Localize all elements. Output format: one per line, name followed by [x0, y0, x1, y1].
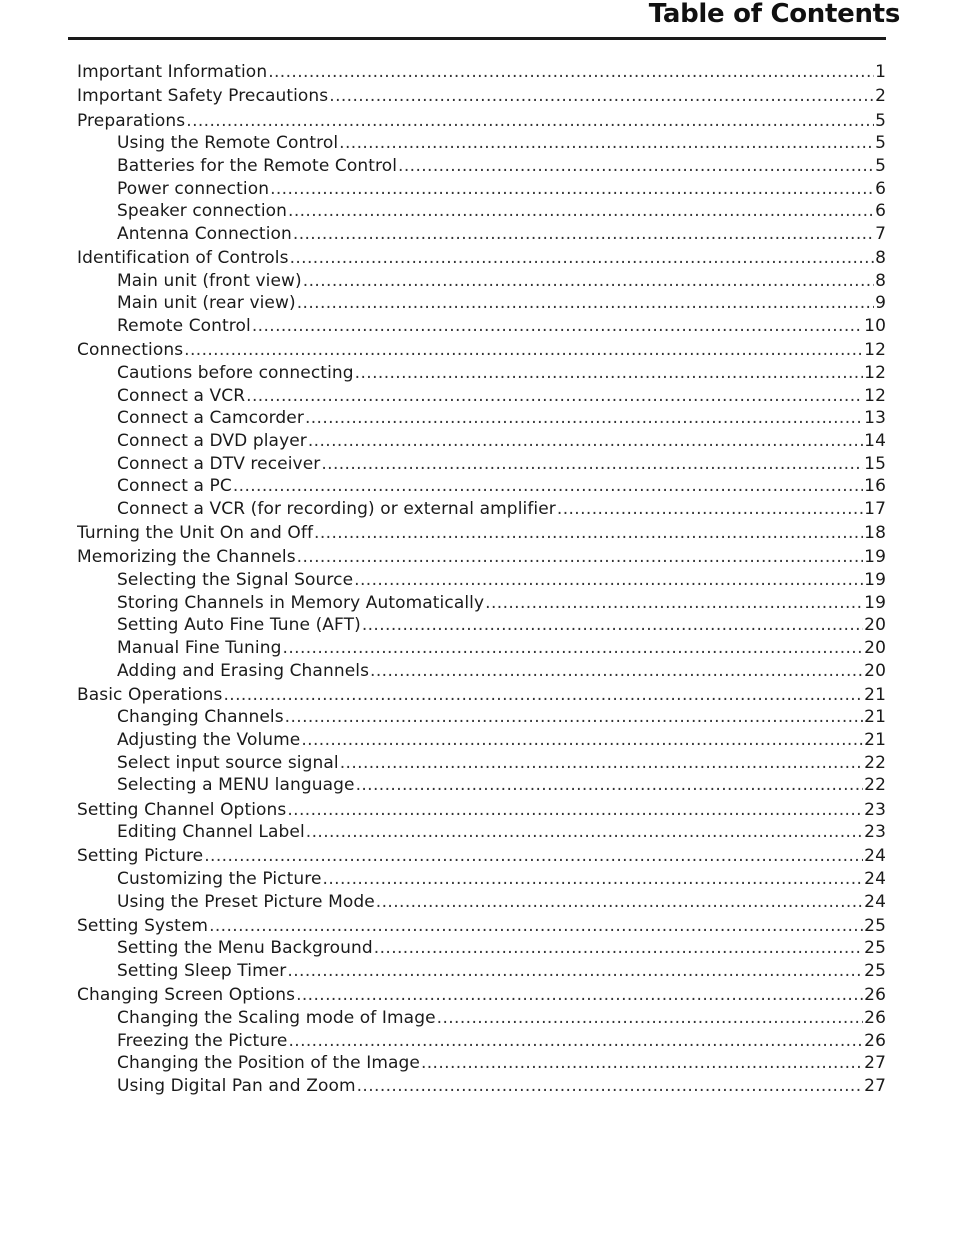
- toc-entry-title: Connections: [77, 340, 184, 361]
- toc-entry-title: Changing Screen Options: [77, 985, 296, 1006]
- dot-leader: [485, 592, 863, 615]
- toc-section-entry[interactable]: [77, 85, 886, 108]
- toc-subsection-entry[interactable]: [77, 292, 886, 315]
- toc-entry-title: Connect a PC: [117, 476, 232, 497]
- toc-entry-title: Turning the Unit On and Off: [77, 523, 314, 544]
- toc-entry-title: Using the Preset Picture Mode: [117, 891, 375, 912]
- toc-subsection-entry[interactable]: [77, 729, 886, 752]
- dot-leader: [285, 706, 863, 729]
- toc-entry-page-number: 26: [864, 1030, 886, 1051]
- toc-entry-title: Adjusting the Volume: [117, 730, 301, 751]
- toc-section-entry[interactable]: [77, 684, 886, 707]
- toc-entry-title: Antenna Connection: [117, 223, 292, 244]
- toc-entry-title: Storing Channels in Memory Automatically: [117, 592, 485, 613]
- toc-subsection-entry[interactable]: [77, 430, 886, 453]
- dot-leader: [437, 1007, 864, 1030]
- dot-leader: [287, 960, 863, 983]
- toc-subsection-entry[interactable]: [77, 1052, 886, 1075]
- toc-section-entry[interactable]: [77, 247, 886, 270]
- toc-subsection-entry[interactable]: [77, 223, 886, 246]
- toc-subsection-entry[interactable]: [77, 385, 886, 408]
- toc-entry-page-number: 7: [875, 223, 886, 244]
- toc-entry-title: Adding and Erasing Channels: [117, 660, 370, 681]
- dot-leader: [268, 61, 874, 84]
- toc-entry-page-number: 25: [864, 938, 886, 959]
- toc-entry-page-number: 17: [864, 499, 886, 520]
- toc-entry-title: Setting Auto Fine Tune (AFT): [117, 615, 361, 636]
- toc-entry-page-number: 13: [864, 408, 886, 429]
- toc-entry-title: Batteries for the Remote Control: [117, 155, 398, 176]
- toc-entry-title: Using the Remote Control: [117, 133, 339, 154]
- dot-leader: [287, 799, 863, 822]
- toc-entry-title: Cautions before connecting: [117, 362, 354, 383]
- dot-leader: [209, 915, 863, 938]
- dot-leader: [376, 891, 863, 914]
- toc-subsection-entry[interactable]: [77, 178, 886, 201]
- dot-leader: [356, 774, 864, 797]
- toc-subsection-entry[interactable]: [77, 660, 886, 683]
- toc-section-entry[interactable]: [77, 522, 886, 545]
- toc-entry-title: Changing the Position of the Image: [117, 1053, 420, 1074]
- dot-leader: [355, 362, 863, 385]
- dot-leader: [252, 315, 863, 338]
- toc-subsection-entry[interactable]: [77, 891, 886, 914]
- toc-entry-page-number: 9: [875, 293, 886, 314]
- toc-entry-page-number: 1: [875, 62, 886, 83]
- toc-entry-title: Setting Sleep Timer: [117, 961, 287, 982]
- toc-entry-page-number: 25: [864, 915, 886, 936]
- toc-entry-title: Editing Channel Label: [117, 822, 305, 843]
- toc-subsection-entry[interactable]: [77, 937, 886, 960]
- table-of-contents: [77, 60, 886, 1098]
- toc-subsection-entry[interactable]: [77, 1075, 886, 1098]
- dot-leader: [297, 546, 863, 569]
- toc-entry-title: Identification of Controls: [77, 248, 289, 269]
- toc-section-entry[interactable]: [77, 339, 886, 362]
- dot-leader: [421, 1052, 863, 1075]
- toc-subsection-entry[interactable]: [77, 592, 886, 615]
- toc-entry-title: Setting System: [77, 915, 209, 936]
- toc-entry-page-number: 14: [864, 430, 886, 451]
- dot-leader: [339, 132, 874, 155]
- dot-leader: [283, 637, 864, 660]
- toc-entry-page-number: 25: [864, 961, 886, 982]
- dot-leader: [370, 660, 863, 683]
- toc-entry-page-number: 26: [864, 1007, 886, 1028]
- toc-entry-title: Basic Operations: [77, 684, 223, 705]
- toc-subsection-entry[interactable]: [77, 155, 886, 178]
- toc-entry-page-number: 12: [864, 340, 886, 361]
- toc-entry-page-number: 12: [864, 362, 886, 383]
- toc-entry-page-number: 8: [875, 270, 886, 291]
- toc-section-entry[interactable]: [77, 915, 886, 938]
- dot-leader: [354, 569, 863, 592]
- toc-entry-title: Setting Picture: [77, 846, 204, 867]
- toc-entry-page-number: 6: [875, 201, 886, 222]
- toc-entry-title: Connect a VCR: [117, 385, 246, 406]
- toc-section-entry[interactable]: [77, 845, 886, 868]
- dot-leader: [204, 845, 863, 868]
- toc-entry-page-number: 2: [875, 86, 886, 107]
- toc-subsection-entry[interactable]: [77, 569, 886, 592]
- toc-subsection-entry[interactable]: [77, 200, 886, 223]
- toc-entry-title: Memorizing the Channels: [77, 547, 296, 568]
- dot-leader: [329, 85, 874, 108]
- dot-leader: [301, 729, 863, 752]
- dot-leader: [186, 110, 874, 133]
- toc-section-entry[interactable]: [77, 799, 886, 822]
- toc-entry-page-number: 22: [864, 775, 886, 796]
- toc-subsection-entry[interactable]: [77, 752, 886, 775]
- dot-leader: [293, 223, 874, 246]
- toc-subsection-entry[interactable]: [77, 270, 886, 293]
- dot-leader: [340, 752, 863, 775]
- dot-leader: [305, 407, 863, 430]
- dot-leader: [288, 200, 874, 223]
- toc-entry-page-number: 23: [864, 822, 886, 843]
- toc-entry-page-number: 5: [875, 155, 886, 176]
- toc-entry-title: Power connection: [117, 178, 270, 199]
- toc-entry-title: Select input source signal: [117, 752, 339, 773]
- toc-entry-title: Connect a DVD player: [117, 430, 307, 451]
- toc-entry-page-number: 18: [864, 523, 886, 544]
- toc-entry-page-number: 21: [864, 684, 886, 705]
- toc-entry-page-number: 24: [864, 846, 886, 867]
- dot-leader: [374, 937, 863, 960]
- dot-leader: [223, 684, 863, 707]
- toc-entry-page-number: 24: [864, 868, 886, 889]
- toc-entry-page-number: 27: [864, 1053, 886, 1074]
- toc-entry-title: Selecting the Signal Source: [117, 569, 354, 590]
- dot-leader: [233, 475, 863, 498]
- toc-entry-page-number: 19: [864, 569, 886, 590]
- toc-entry-page-number: 19: [864, 547, 886, 568]
- toc-entry-page-number: 19: [864, 592, 886, 613]
- toc-entry-title: Selecting a MENU language: [117, 775, 355, 796]
- toc-subsection-entry[interactable]: [77, 453, 886, 476]
- toc-subsection-entry[interactable]: [77, 315, 886, 338]
- dot-leader: [357, 1075, 864, 1098]
- toc-entry-page-number: 20: [864, 615, 886, 636]
- toc-entry-title: Setting the Menu Background: [117, 938, 373, 959]
- toc-entry-page-number: 15: [864, 453, 886, 474]
- toc-subsection-entry[interactable]: [77, 774, 886, 797]
- dot-leader: [398, 155, 874, 178]
- toc-entry-page-number: 26: [864, 985, 886, 1006]
- toc-subsection-entry[interactable]: [77, 706, 886, 729]
- toc-subsection-entry[interactable]: [77, 132, 886, 155]
- dot-leader: [288, 1030, 863, 1053]
- toc-entry-page-number: 16: [864, 476, 886, 497]
- toc-entry-page-number: 8: [875, 248, 886, 269]
- toc-entry-page-number: 22: [864, 752, 886, 773]
- toc-entry-page-number: 24: [864, 891, 886, 912]
- toc-subsection-entry[interactable]: [77, 1007, 886, 1030]
- toc-entry-page-number: 10: [864, 316, 886, 337]
- dot-leader: [296, 984, 863, 1007]
- dot-leader: [290, 247, 875, 270]
- toc-entry-page-number: 12: [864, 385, 886, 406]
- toc-entry-page-number: 5: [875, 110, 886, 131]
- toc-entry-title: Connect a VCR (for recording) or external amplifier: [117, 499, 556, 520]
- toc-entry-title: Connect a Camcorder: [117, 408, 304, 429]
- dot-leader: [270, 178, 874, 201]
- toc-subsection-entry[interactable]: [77, 407, 886, 430]
- toc-entry-title: Using Digital Pan and Zoom: [117, 1075, 356, 1096]
- toc-entry-page-number: 21: [864, 730, 886, 751]
- toc-entry-title: Important Safety Precautions: [77, 86, 329, 107]
- toc-entry-title: Remote Control: [117, 316, 251, 337]
- toc-entry-page-number: 23: [864, 799, 886, 820]
- toc-entry-page-number: 20: [864, 637, 886, 658]
- dot-leader: [184, 339, 863, 362]
- dot-leader: [306, 821, 863, 844]
- toc-subsection-entry[interactable]: [77, 868, 886, 891]
- toc-section-entry[interactable]: [77, 984, 886, 1007]
- toc-entry-title: Manual Fine Tuning: [117, 637, 282, 658]
- dot-leader: [321, 453, 863, 476]
- toc-entry-page-number: 20: [864, 660, 886, 681]
- dot-leader: [323, 868, 864, 891]
- toc-section-entry[interactable]: [77, 110, 886, 133]
- toc-section-entry[interactable]: [77, 61, 886, 84]
- toc-entry-title: Customizing the Picture: [117, 868, 322, 889]
- toc-entry-title: Main unit (front view): [117, 270, 302, 291]
- page-title: Table of Contents: [648, 0, 900, 29]
- toc-entry-title: Changing the Scaling mode of Image: [117, 1007, 436, 1028]
- dot-leader: [308, 430, 863, 453]
- toc-entry-title: Freezing the Picture: [117, 1030, 288, 1051]
- toc-entry-title: Changing Channels: [117, 707, 284, 728]
- toc-subsection-entry[interactable]: [77, 960, 886, 983]
- toc-entry-title: Connect a DTV receiver: [117, 453, 321, 474]
- toc-entry-title: Setting Channel Options: [77, 799, 287, 820]
- toc-subsection-entry[interactable]: [77, 614, 886, 637]
- toc-entry-title: Speaker connection: [117, 201, 288, 222]
- toc-subsection-entry[interactable]: [77, 1030, 886, 1053]
- dot-leader: [557, 498, 863, 521]
- toc-entry-page-number: 21: [864, 707, 886, 728]
- toc-subsection-entry[interactable]: [77, 821, 886, 844]
- toc-entry-page-number: 5: [875, 133, 886, 154]
- toc-entry-page-number: 6: [875, 178, 886, 199]
- toc-section-entry[interactable]: [77, 546, 886, 569]
- dot-leader: [314, 522, 863, 545]
- toc-entry-title: Preparations: [77, 110, 186, 131]
- dot-leader: [362, 614, 863, 637]
- dot-leader: [246, 385, 863, 408]
- toc-entry-page-number: 27: [864, 1075, 886, 1096]
- dot-leader: [297, 292, 874, 315]
- toc-subsection-entry[interactable]: [77, 498, 886, 521]
- toc-subsection-entry[interactable]: [77, 362, 886, 385]
- toc-entry-title: Important Information: [77, 62, 268, 83]
- dot-leader: [303, 270, 874, 293]
- toc-entry-title: Main unit (rear view): [117, 293, 296, 314]
- toc-subsection-entry[interactable]: [77, 475, 886, 498]
- page-header: [68, 0, 900, 40]
- toc-subsection-entry[interactable]: [77, 637, 886, 660]
